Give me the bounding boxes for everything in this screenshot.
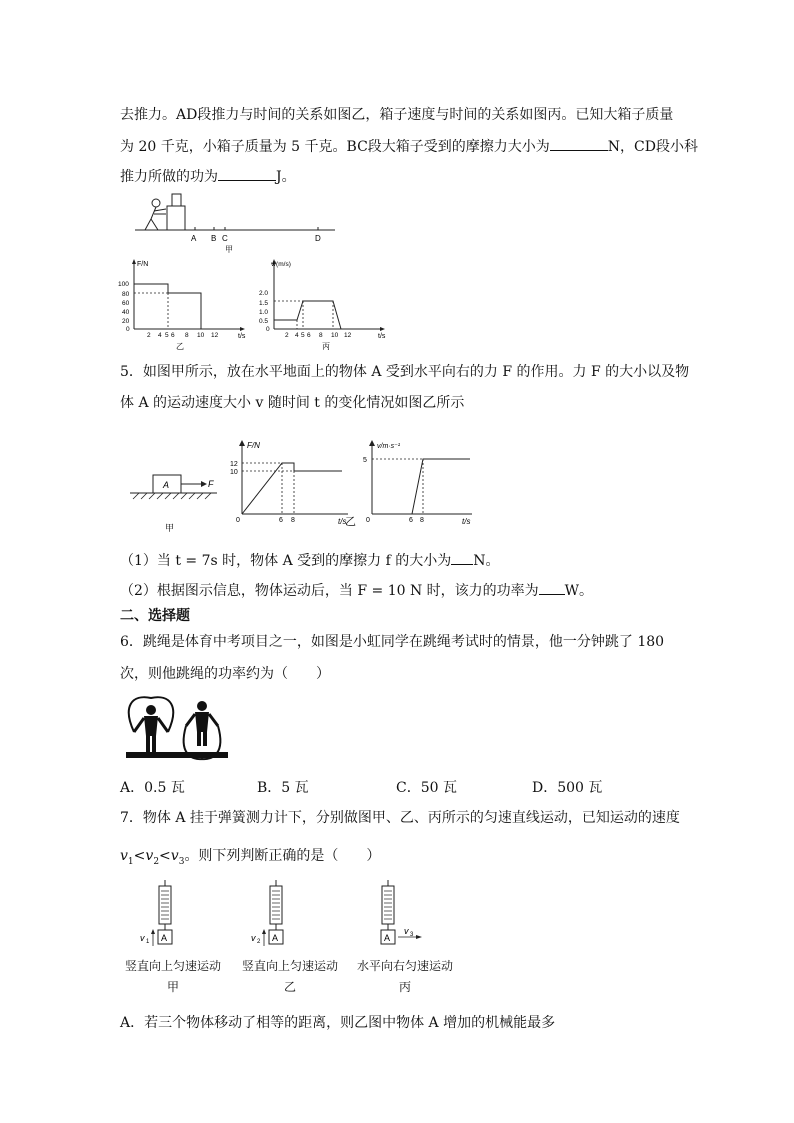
q7-v3-sub: 3 [178, 856, 185, 867]
q7-jia-v-label: v [140, 933, 145, 943]
q7-bing-v-label: v [404, 926, 409, 936]
q7-v2-sub: 2 [153, 856, 160, 867]
q4-jia-caption: 甲 [225, 245, 233, 254]
ft-xtick-8: 8 [291, 517, 295, 524]
vt-ytick-5: 5 [363, 457, 367, 464]
q5-sub1-text: （1）当 t = 7s 时，物体 A 受到的摩擦力 f 的大小为 [120, 553, 452, 569]
bing-xlabel: t/s [378, 333, 386, 340]
force-f-label: F [208, 479, 214, 489]
q5-sub1-tail: N。 [473, 553, 500, 569]
yi-ylabel: F/N [137, 261, 149, 268]
yi-ytick-60: 60 [122, 300, 130, 307]
q7-label-bing: 丙 [398, 980, 411, 994]
q5-sub2-text: （2）根据图示信息，物体运动后，当 F = 10 N 时，该力的功率为 [120, 583, 539, 599]
bing-xtick-10: 10 [331, 332, 339, 339]
q4-line3-text: 推力所做的功为 [120, 169, 218, 185]
q7-lt1: < [133, 848, 146, 864]
q7-jia-block-label: A [161, 933, 168, 943]
q7-v3: v [170, 848, 179, 864]
q5-figure-vt [360, 436, 480, 528]
block-a-label: A [163, 480, 170, 490]
bing-xtick-6: 6 [307, 332, 311, 339]
section-title: 二、选择题 [120, 608, 190, 624]
q7-caption-jia: 竖直向上匀速运动 [124, 959, 221, 973]
ft-xtick-6: 6 [279, 517, 283, 524]
q7-caption-yi: 竖直向上匀速运动 [241, 959, 338, 973]
q4-line3 [120, 166, 296, 187]
q7-v2: v [145, 848, 154, 864]
q7-figure-yi [246, 880, 306, 950]
bing-ytick-05: 0.5 [259, 318, 269, 325]
yi-ytick-0: 0 [126, 326, 130, 333]
q4-line2 [120, 136, 698, 157]
point-d-label: D [315, 234, 321, 243]
bing-xtick-12: 12 [344, 332, 352, 339]
yi-xlabel: t/s [238, 333, 246, 340]
yi-xtick-2: 2 [147, 332, 151, 339]
q7-v1: v [120, 848, 128, 864]
q5-figure-jia [125, 460, 225, 540]
q7-figure-bing [358, 880, 428, 950]
q6-option-b[interactable]: B．5 瓦 [257, 780, 309, 796]
q4-blank-work[interactable] [218, 166, 276, 181]
q6-option-d[interactable]: D．500 瓦 [532, 780, 603, 796]
q5-sub2-tail: W。 [564, 583, 594, 599]
q6-option-c[interactable]: C．50 瓦 [396, 780, 457, 796]
q7-v1-sub: 1 [127, 856, 134, 867]
vt-xtick-6: 6 [409, 517, 413, 524]
yi-ytick-80: 80 [122, 291, 130, 298]
q4-yi-caption: 乙 [176, 342, 184, 350]
q7-line2-text: 。则下列判断正确的是（ ） [184, 848, 381, 864]
q4-line2-text: 为 20 千克，小箱子质量为 5 千克。BC段大箱子受到的摩擦力大小为 [120, 139, 550, 155]
yi-xtick-6: 6 [171, 332, 175, 339]
q6-line1: 6．跳绳是体育中考项目之一，如图是小虹同学在跳绳考试时的情景，他一分钟跳了 180 [120, 634, 665, 650]
q7-label-jia: 甲 [166, 980, 179, 994]
vt-xlabel: t/s [462, 517, 471, 526]
ft-ytick-12: 12 [230, 461, 238, 468]
q5-blank-friction[interactable] [451, 550, 473, 565]
q7-yi-v-sub: 2 [257, 939, 261, 945]
yi-xtick-12: 12 [211, 332, 219, 339]
bing-ytick-1: 1.0 [259, 309, 269, 316]
q6-jump-rope-illustration [122, 696, 232, 764]
q7-option-a[interactable]: A．若三个物体移动了相等的距离，则乙图中物体 A 增加的机械能最多 [120, 1015, 556, 1031]
q5-line2: 体 A 的运动速度大小 v 随时间 t 的变化情况如图乙所示 [120, 395, 465, 411]
q5-figure-ft [228, 436, 358, 528]
q7-line2 [120, 846, 380, 872]
ft-ylabel: F/N [247, 441, 260, 450]
ft-ytick-10: 10 [230, 469, 238, 476]
bing-ylabel: v/(m/s) [271, 261, 291, 268]
bing-ytick-0: 0 [266, 326, 270, 333]
q5-jia-caption: 甲 [165, 523, 175, 533]
point-b-label: B [211, 234, 217, 243]
q7-line1: 7．物体 A 挂于弹簧测力计下，分别做图甲、乙、丙所示的匀速直线运动，已知运动的速度 [120, 810, 680, 826]
bing-xtick-8: 8 [319, 332, 323, 339]
yi-ytick-40: 40 [122, 309, 130, 316]
q5-blank-power[interactable] [539, 580, 565, 595]
vt-xtick-8: 8 [420, 517, 424, 524]
q7-yi-block-label: A [272, 933, 279, 943]
yi-xtick-8: 8 [185, 332, 189, 339]
q4-bing-caption: 丙 [322, 342, 330, 350]
q6-option-a[interactable]: A．0.5 瓦 [120, 780, 185, 796]
q7-bing-v-sub: 3 [410, 932, 414, 938]
point-a-label: A [191, 234, 197, 243]
q4-figure-bing [252, 256, 392, 350]
q7-jia-v-sub: 1 [146, 939, 150, 945]
q4-line3-tail: J。 [276, 169, 296, 185]
q5-sub2 [120, 580, 593, 601]
point-c-label: C [222, 234, 228, 243]
yi-xtick-10: 10 [197, 332, 205, 339]
yi-ytick-20: 20 [122, 318, 130, 325]
q4-blank-friction[interactable] [550, 136, 608, 151]
yi-ytick-100: 100 [118, 281, 129, 288]
q7-caption-bing: 水平向右匀速运动 [356, 959, 453, 973]
q5-line1: 5．如图甲所示，放在水平地面上的物体 A 受到水平向右的力 F 的作用。力 F 的大小以及物 [120, 364, 690, 380]
q7-label-yi: 乙 [283, 980, 296, 994]
vt-origin: 0 [366, 517, 370, 524]
yi-xtick-4: 4 [158, 332, 162, 339]
q6-options [120, 778, 680, 798]
q4-line2-tail: N，CD段小科 [607, 139, 698, 155]
q4-line1: 去推力。AD段推力与时间的关系如图乙，箱子速度与时间的关系如图丙。已知大箱子质量 [120, 107, 674, 123]
bing-ytick-2: 2.0 [259, 290, 269, 297]
q5-sub1 [120, 550, 500, 571]
bing-xtick-4: 4 [295, 332, 299, 339]
bing-ytick-15: 1.5 [259, 300, 269, 307]
q7-lt2: < [159, 848, 171, 864]
q4-figure-jia [125, 190, 345, 256]
vt-ylabel: v/m·s⁻¹ [377, 443, 401, 450]
q7-figure-jia [135, 880, 195, 950]
bing-xtick-2: 2 [285, 332, 289, 339]
ft-xlabel: t/s [338, 517, 347, 526]
ft-origin: 0 [236, 517, 240, 524]
q4-figure-yi [112, 256, 252, 350]
yi-xtick-5: 5 [165, 332, 169, 339]
q7-yi-v-label: v [251, 933, 256, 943]
q7-bing-block-label: A [384, 933, 391, 943]
q5-fig-caption: 乙 [345, 515, 356, 528]
q6-line2: 次，则他跳绳的功率约为（ ） [120, 666, 330, 682]
bing-xtick-5: 5 [301, 332, 305, 339]
